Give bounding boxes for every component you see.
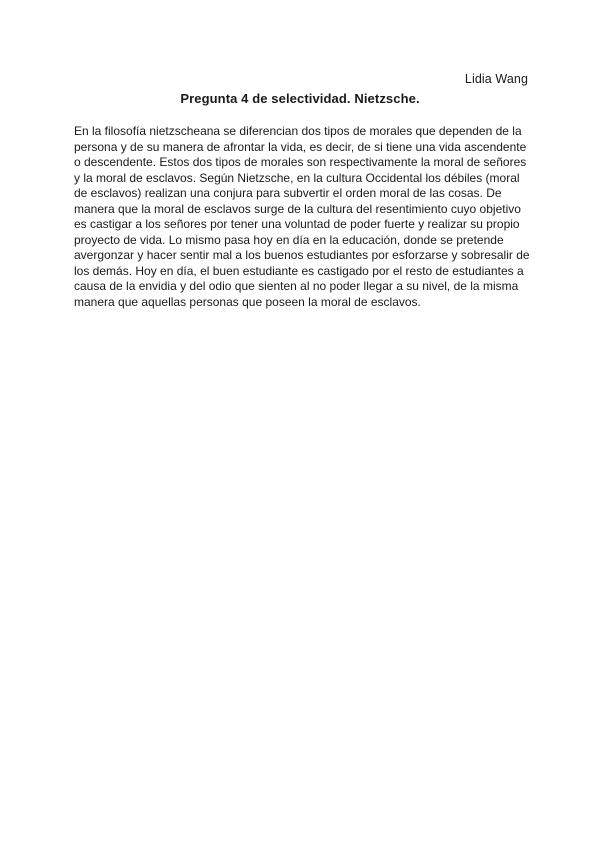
body-paragraph: En la filosofía nietzscheana se diferencian dos tipos de morales que dependen de la persona y de su manera de afrontar la vida, es decir, de si tiene una vida ascendente o descendente. Estos dos tipos de morales son respectivamente la moral de señores y la moral de esclavos. Según Nietzsche, en la cultura Occidental los débiles (moral de esclavos) realizan una conjura para subvertir el orden moral de las cosas. De manera que la moral de esclavos surge de la cultura del resentimiento cuyo objetivo es castigar a los señores por tener una voluntad de poder fuerte y realizar su propio proyecto de vida. Lo mismo pasa hoy en día en la educación, donde se pretende avergonzar y hacer sentir mal a los buenos estudiantes por esforzarse y sobresalir de los demás. Hoy en día, el buen estudiante es castigado por el resto de estudiantes a causa de la envidia y del odio que sienten al no poder llegar a su nivel, de la misma manera que aquellas personas que poseen la moral de esclavos. [74, 124, 530, 309]
author-name: Lidia Wang [464, 72, 528, 86]
document-title: Pregunta 4 de selectividad. Nietzsche. [180, 91, 420, 106]
